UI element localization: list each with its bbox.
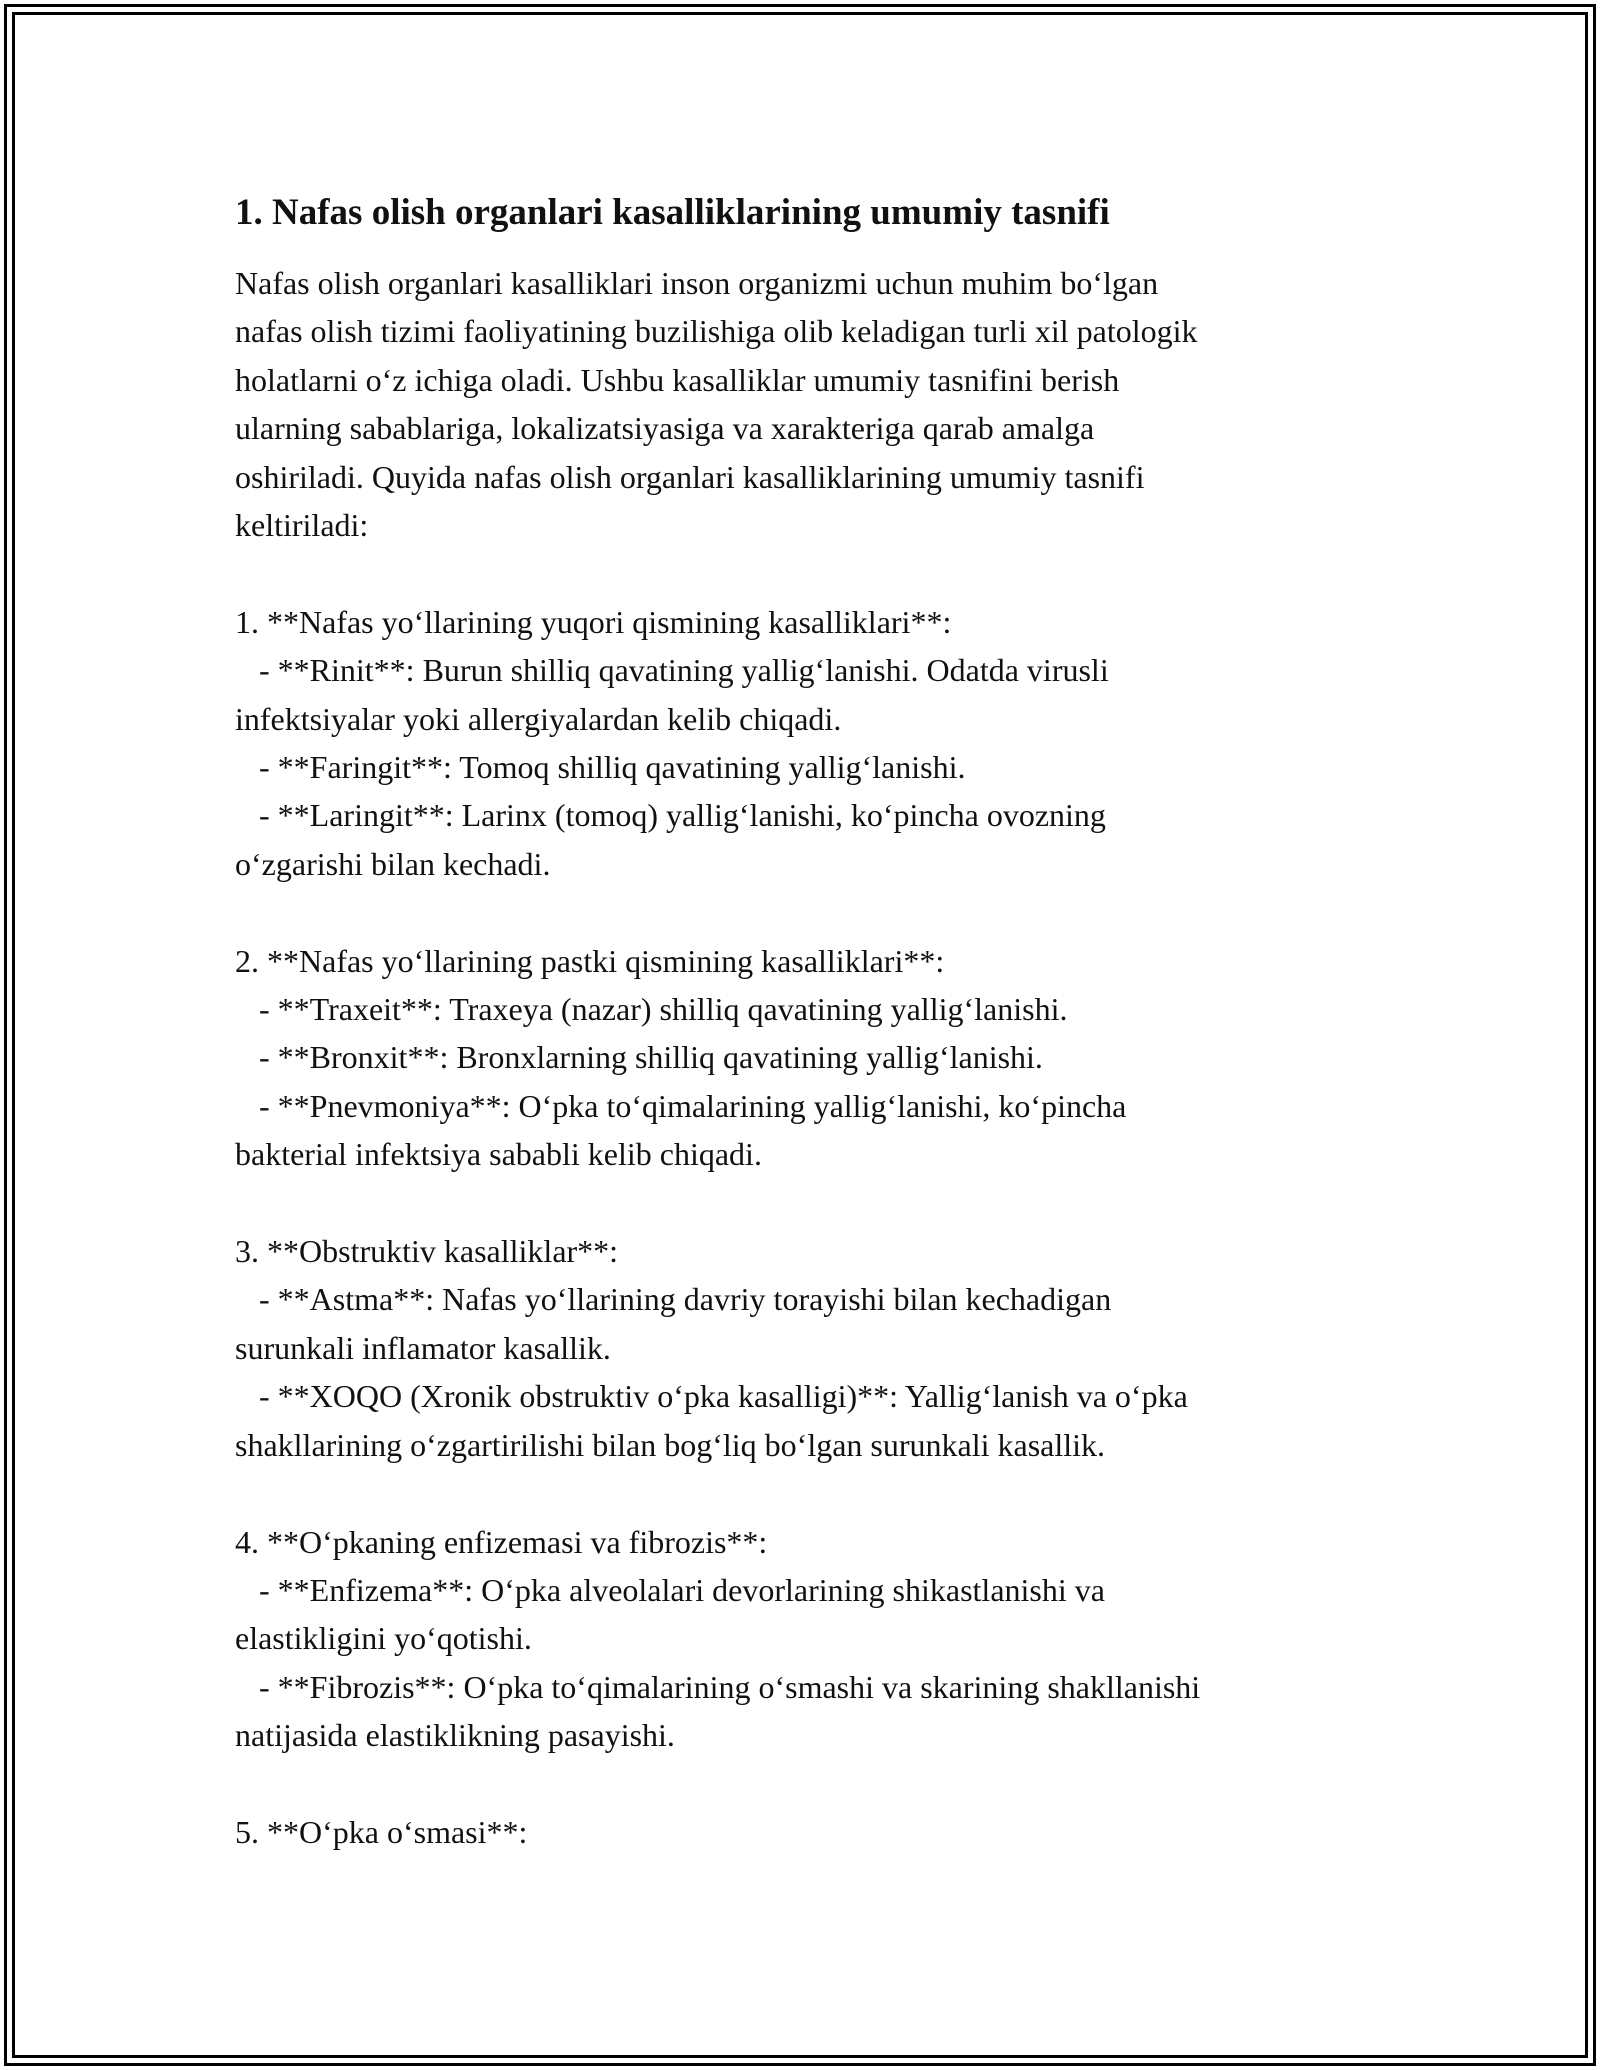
- section-line: bakterial infektsiya sababli kelib chiqadi.: [235, 1136, 762, 1173]
- section-line: - **XOQO (Xronik obstruktiv o‘pka kasalligi)**: Yallig‘lanish va o‘pka: [235, 1378, 1188, 1415]
- section-line: - **Faringit**: Tomoq shilliq qavatining yallig‘lanishi.: [235, 749, 966, 786]
- section-line: - **Laringit**: Larinx (tomoq) yallig‘lanishi, ko‘pincha ovozning: [235, 797, 1106, 834]
- section-heading: 2. **Nafas yo‘llarining pastki qismining kasalliklari**:: [235, 942, 945, 979]
- intro-paragraph: [235, 259, 1365, 549]
- intro-line: Nafas olish organlari kasalliklari inson organizmi uchun muhim bo‘lgan: [235, 265, 1159, 301]
- section-line: natijasida elastiklikning pasayishi.: [235, 1717, 675, 1754]
- intro-line: holatlarni o‘z ichiga oladi. Ushbu kasalliklar umumiy tasnifini berish: [235, 361, 1120, 398]
- section-line: elastikligini yo‘qotishi.: [235, 1620, 532, 1657]
- section-line: shakllarining o‘zgartirilishi bilan bog‘liq bo‘lgan surunkali kasallik.: [235, 1426, 1106, 1463]
- intro-line: ularning sabablariga, lokalizatsiyasiga va xarakteriga qarab amalga: [235, 410, 1095, 447]
- section-line: o‘zgarishi bilan kechadi.: [235, 845, 551, 882]
- section-lower-respiratory: [235, 937, 1365, 1179]
- section-heading: 3. **Obstruktiv kasalliklar**:: [235, 1233, 619, 1270]
- section-emphysema-fibrosis: [235, 1518, 1365, 1760]
- section-line: infektsiyalar yoki allergiyalardan kelib chiqadi.: [235, 700, 842, 737]
- section-line: - **Fibrozis**: O‘pka to‘qimalarining o‘smashi va skarining shakllanishi: [235, 1668, 1201, 1705]
- intro-line: oshiriladi. Quyida nafas olish organlari kasalliklarining umumiy tasnifi: [235, 458, 1145, 495]
- section-lung-tumor: [235, 1808, 1365, 1856]
- section-line: - **Pnevmoniya**: O‘pka to‘qimalarining yallig‘lanishi, ko‘pincha: [235, 1087, 1127, 1124]
- section-upper-respiratory: [235, 598, 1365, 888]
- section-heading: 4. **O‘pkaning enfizemasi va fibrozis**:: [235, 1523, 768, 1560]
- section-line: surunkali inflamator kasallik.: [235, 1329, 611, 1366]
- section-line: - **Bronxit**: Bronxlarning shilliq qavatining yallig‘lanishi.: [235, 1039, 1043, 1076]
- section-obstructive: [235, 1227, 1365, 1469]
- section-line: - **Traxeit**: Traxeya (nazar) shilliq qavatining yallig‘lanishi.: [235, 991, 1068, 1028]
- section-heading: 5. **O‘pka o‘smasi**:: [235, 1813, 528, 1850]
- section-heading: 1. **Nafas yo‘llarining yuqori qismining kasalliklari**:: [235, 603, 952, 640]
- document-body: [235, 185, 1365, 1856]
- intro-line: nafas olish tizimi faoliyatining buzilishiga olib keladigan turli xil patologik: [235, 313, 1198, 350]
- section-line: - **Astma**: Nafas yo‘llarining davriy torayishi bilan kechadigan: [235, 1281, 1112, 1318]
- intro-line: keltiriladi:: [235, 507, 369, 544]
- section-line: - **Rinit**: Burun shilliq qavatining yallig‘lanishi. Odatda virusli: [235, 652, 1109, 689]
- section-line: - **Enfizema**: O‘pka alveolalari devorlarining shikastlanishi va: [235, 1571, 1105, 1608]
- page-title: 1. Nafas olish organlari kasalliklarining umumiy tasnifi: [235, 192, 1110, 233]
